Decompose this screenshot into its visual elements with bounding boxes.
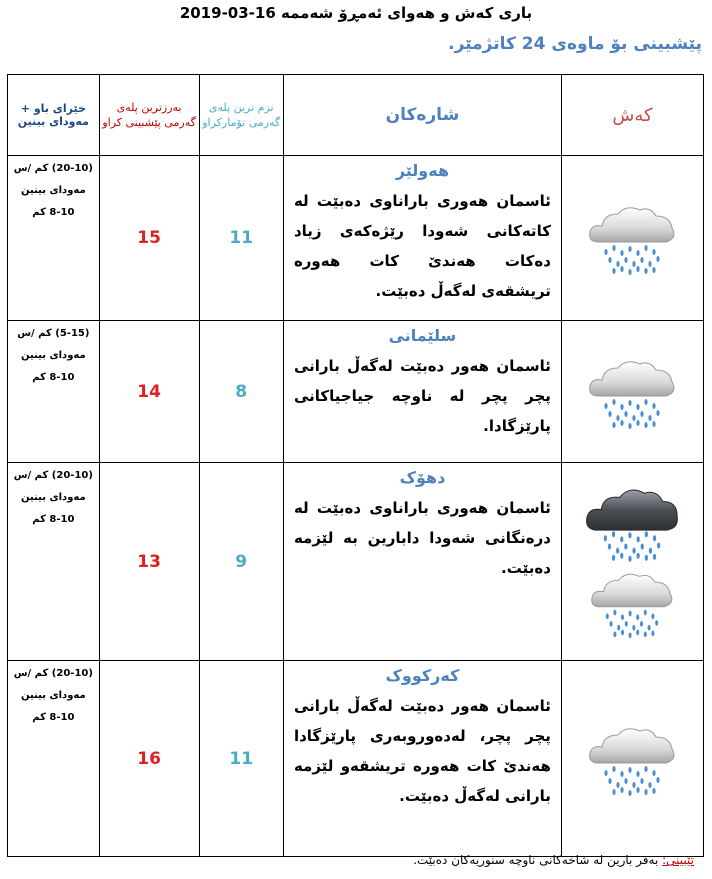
visibility-label: مەودای بینین bbox=[20, 350, 86, 361]
weather-icon-cell bbox=[561, 661, 703, 857]
page-subtitle: پێشبینی بۆ ماوەی 24 کاتژمێر. bbox=[448, 34, 702, 54]
rain-cloud-icon bbox=[562, 565, 703, 641]
min-temp-value: 11 bbox=[199, 661, 283, 857]
visibility-value: 8-10 کم bbox=[32, 207, 75, 218]
city-description: ئاسمان هەور دەبێت لەگەڵ بارانی پچر پچر، لەدەوروبەری پارێزگادا هەندێ کات هەورە تریشقەو لێزمە بارانی لەگەڵ دەبێت. bbox=[293, 697, 551, 805]
city-name: هەولێر bbox=[395, 161, 450, 180]
city-description: ئاسمان هەور دەبێت لەگەڵ بارانی پچر پچر لە ناوچە جیاجیاکانی پارێزگادا. bbox=[293, 357, 551, 435]
wind-speed: (20-10) کم /س bbox=[13, 668, 93, 679]
city-cell bbox=[283, 321, 561, 463]
wind-speed: (20-10) کم /س bbox=[13, 163, 93, 174]
wind-cell bbox=[8, 156, 100, 321]
city-cell bbox=[283, 661, 561, 857]
wind-speed: (5-15) کم /س bbox=[17, 328, 90, 339]
weather-icon-cell bbox=[561, 156, 703, 321]
wind-speed: (20-10) کم /س bbox=[13, 470, 93, 481]
visibility-value: 8-10 کم bbox=[32, 514, 75, 525]
table-row bbox=[8, 156, 704, 321]
header-wind: خێرای باو + مەودای بینین bbox=[8, 75, 100, 156]
min-temp-value: 11 bbox=[199, 156, 283, 321]
table-row bbox=[8, 463, 704, 661]
table-row bbox=[8, 661, 704, 857]
city-description: ئاسمان هەوری باراناوی دەبێت لە درەنگانی شەودا دابارین بە لێزمە دەبێت. bbox=[293, 499, 551, 577]
weather-table bbox=[7, 74, 704, 857]
min-temp-value: 8 bbox=[199, 321, 283, 463]
header-cities: شارەکان bbox=[283, 75, 561, 156]
city-cell bbox=[283, 156, 561, 321]
footnote bbox=[413, 853, 694, 867]
rain-cloud-icon bbox=[562, 719, 703, 799]
header-max-temp: بەرزترین پلەی گەرمی پێشبینی کراو bbox=[99, 75, 199, 156]
city-name: سلێمانی bbox=[388, 326, 457, 345]
table-row bbox=[8, 321, 704, 463]
visibility-label: مەودای بینین bbox=[20, 185, 86, 196]
page-title: باری کەش و هەوای ئەمڕۆ شەممە 16-03-2019 bbox=[179, 4, 533, 22]
wind-cell bbox=[8, 321, 100, 463]
min-temp-value: 9 bbox=[199, 463, 283, 661]
city-description: ئاسمان هەوری باراناوی دەبێت لە کاتەکانی شەودا رێژەکەی زیاد دەکات هەندێ کات هەورە تریشقەی لەگەڵ دەبێت. bbox=[293, 192, 551, 300]
footnote-text: بەفر بارین لە شاخەکانی ناوچە سنوریەکان دەبێت. bbox=[413, 853, 663, 867]
max-temp-value: 13 bbox=[99, 463, 199, 661]
header-row bbox=[8, 75, 704, 156]
max-temp-value: 14 bbox=[99, 321, 199, 463]
visibility-value: 8-10 کم bbox=[32, 372, 75, 383]
city-name: کەرکووک bbox=[385, 666, 460, 685]
weather-icon-cell bbox=[561, 321, 703, 463]
footnote-label: تێبینی: bbox=[662, 853, 694, 867]
header-weather: کەش bbox=[561, 75, 703, 156]
visibility-label: مەودای بینین bbox=[20, 690, 86, 701]
max-temp-value: 15 bbox=[99, 156, 199, 321]
rain-cloud-icon bbox=[562, 352, 703, 432]
header-min-temp: نزم ترین پلەی گەرمی تۆمارکراو bbox=[199, 75, 283, 156]
visibility-label: مەودای بینین bbox=[20, 492, 86, 503]
weather-icon-cell bbox=[561, 463, 703, 661]
rain-cloud-icon bbox=[562, 198, 703, 278]
city-cell bbox=[283, 463, 561, 661]
dark-rain-cloud-icon bbox=[562, 483, 703, 565]
visibility-value: 8-10 کم bbox=[32, 712, 75, 723]
max-temp-value: 16 bbox=[99, 661, 199, 857]
city-name: دهۆک bbox=[399, 468, 446, 487]
wind-cell bbox=[8, 463, 100, 661]
wind-cell bbox=[8, 661, 100, 857]
